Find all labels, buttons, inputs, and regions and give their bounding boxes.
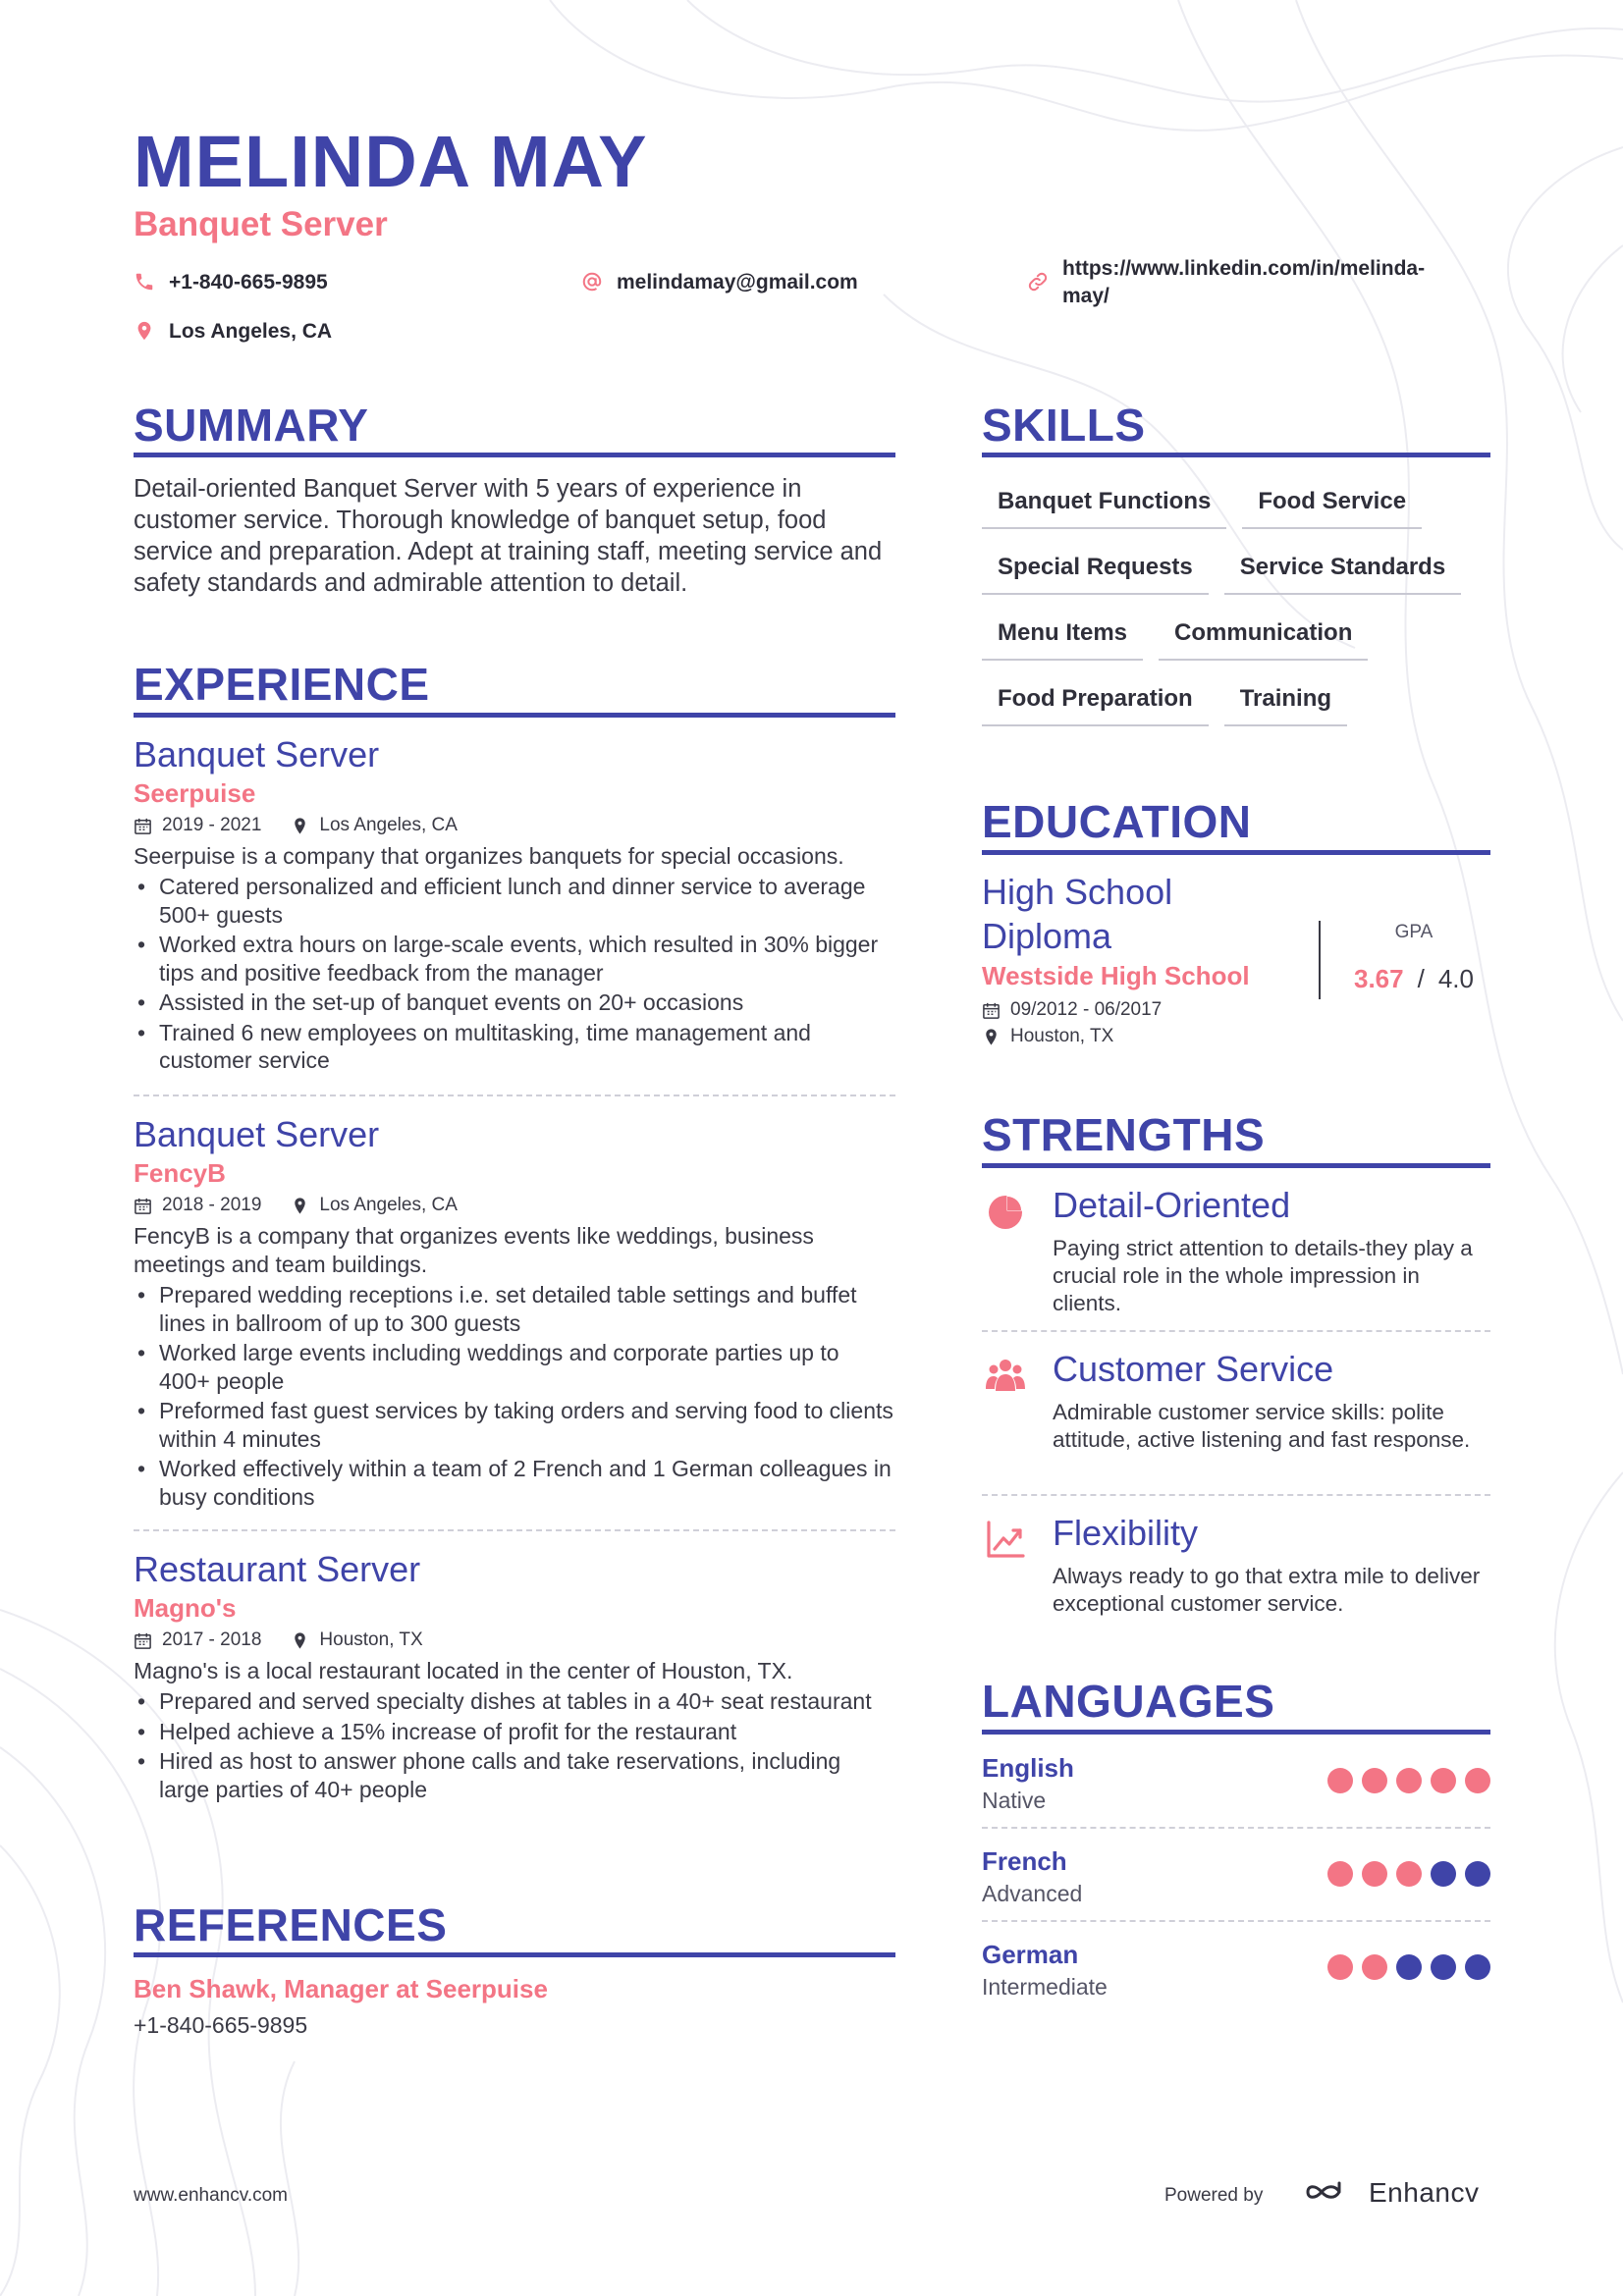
rating-dot-filled <box>1327 1954 1353 1980</box>
job-entry <box>134 1114 895 1513</box>
skills-rule <box>982 453 1490 457</box>
job-meta <box>134 1628 895 1653</box>
languages-rule <box>982 1730 1490 1735</box>
education-dates-row <box>982 997 1162 1023</box>
skill-tag: Banquet Functions <box>982 479 1226 529</box>
job-location: Houston, TX <box>319 1629 423 1650</box>
gpa-score: 3.67 <box>1354 964 1404 993</box>
strength-separator <box>982 1494 1490 1496</box>
job-company: Magno's <box>134 1593 237 1623</box>
job-bullets <box>134 1281 895 1511</box>
gpa-slash: / <box>1417 964 1425 993</box>
location-pin-icon <box>134 320 155 342</box>
calendar-icon <box>982 1001 1001 1020</box>
job-location: Los Angeles, CA <box>319 815 458 835</box>
strength-item <box>982 1348 1492 1485</box>
skill-tag: Communication <box>1159 611 1368 661</box>
rating-dot-filled <box>1327 1861 1353 1887</box>
rating-dot-empty <box>1465 1861 1490 1887</box>
rating-dot-empty <box>1431 1861 1456 1887</box>
experience-rule <box>134 713 895 718</box>
strength-title: Detail-Oriented <box>1053 1185 1291 1225</box>
job-description: Seerpuise is a company that organizes banquets for special occasions. <box>134 843 844 869</box>
summary-text: Detail-oriented Banquet Server with 5 years of experience in customer service. Thorough knowledge of banquet setup, food service and preparation. Adept at training staff, meeting service and safety standards and admirable attention to detail. <box>134 475 883 597</box>
location-pin-icon <box>291 817 309 835</box>
language-name: English <box>982 1753 1074 1783</box>
calendar-icon <box>134 1197 152 1215</box>
job-bullet: • Helped achieve a 15% increase of profit for the restaurant <box>134 1718 895 1746</box>
job-bullet: • Prepared wedding receptions i.e. set detailed table settings and buffet lines in ballroom of up to 300 guests <box>134 1281 895 1337</box>
skill-tag: Training <box>1224 676 1347 726</box>
rating-dot-filled <box>1465 1768 1490 1793</box>
rating-dot-filled <box>1362 1861 1387 1887</box>
location-pin-icon <box>291 1631 309 1650</box>
job-bullet: • Preformed fast guest services by taking orders and serving food to clients within 4 minutes <box>134 1397 895 1453</box>
education-dates: 09/2012 - 06/2017 <box>1010 999 1163 1020</box>
job-meta <box>134 1193 895 1218</box>
rating-dot-filled <box>1396 1861 1422 1887</box>
language-item <box>982 1752 1490 1821</box>
job-company: FencyB <box>134 1158 226 1188</box>
strength-title: Flexibility <box>1053 1513 1199 1553</box>
job-entry <box>134 734 895 1077</box>
linkedin-text: https://www.linkedin.com/in/melinda-may/ <box>1062 257 1426 307</box>
phone-icon <box>134 271 155 293</box>
skill-row <box>982 545 1512 611</box>
references-rule <box>134 1952 895 1957</box>
language-level: Advanced <box>982 1881 1083 1906</box>
rating-dot-filled <box>1362 1768 1387 1793</box>
pie-chart-icon <box>986 1192 1025 1231</box>
skills-heading: SKILLS <box>982 400 1146 451</box>
strength-item <box>982 1512 1492 1629</box>
summary-heading: SUMMARY <box>134 400 369 451</box>
job-title: Banquet Server <box>134 1114 380 1154</box>
language-separator <box>982 1920 1490 1922</box>
job-bullet: • Worked extra hours on large-scale events, which resulted in 30% bigger tips and positive feedback from the manager <box>134 931 895 987</box>
gpa-max: 4.0 <box>1437 964 1474 993</box>
education-rule <box>982 850 1490 855</box>
calendar-icon <box>134 1631 152 1650</box>
rating-dot-filled <box>1327 1768 1353 1793</box>
email-text: melindamay@gmail.com <box>617 271 858 294</box>
strengths-rule <box>982 1163 1490 1168</box>
language-item <box>982 1845 1490 1914</box>
reference-phone[interactable]: +1-840-665-9895 <box>134 2012 308 2038</box>
job-bullets <box>134 873 895 1075</box>
languages-heading: LANGUAGES <box>982 1676 1275 1727</box>
skill-row <box>982 611 1512 676</box>
language-level: Native <box>982 1788 1047 1813</box>
rating-dot-filled <box>1431 1768 1456 1793</box>
job-company: Seerpuise <box>134 778 256 808</box>
job-meta <box>134 813 895 838</box>
rating-dot-empty <box>1396 1954 1422 1980</box>
contact-location <box>134 318 332 346</box>
skill-tag: Service Standards <box>1224 545 1461 595</box>
education-school: Westside High School <box>982 961 1250 990</box>
education-location-row <box>982 1024 1113 1049</box>
skill-row <box>982 479 1512 545</box>
candidate-title: Banquet Server <box>134 205 388 243</box>
job-bullet: • Worked effectively within a team of 2 French and 1 German colleagues in busy conditions <box>134 1455 895 1511</box>
skills-list <box>982 479 1512 742</box>
strength-item <box>982 1184 1492 1321</box>
contact-linkedin[interactable] <box>1027 255 1439 310</box>
reference-name: Ben Shawk, Manager at Seerpuise <box>134 1974 548 2003</box>
rating-dot-empty <box>1431 1954 1456 1980</box>
trend-chart-icon <box>986 1520 1025 1559</box>
language-separator <box>982 1827 1490 1829</box>
enhancv-logo-icon <box>1302 2175 1345 2209</box>
job-entry <box>134 1549 895 1805</box>
language-item <box>982 1939 1490 2007</box>
link-icon <box>1027 271 1049 293</box>
strength-description: Paying strict attention to details-they play a crucial role in the whole impression in clients. <box>1053 1236 1473 1315</box>
rating-dot-empty <box>1465 1954 1490 1980</box>
language-name: German <box>982 1940 1079 1969</box>
at-icon <box>581 271 603 293</box>
location-pin-icon <box>982 1028 1001 1046</box>
language-rating <box>1319 1861 1490 1887</box>
location-pin-icon <box>291 1197 309 1215</box>
people-icon <box>986 1356 1025 1395</box>
job-dates: 2017 - 2018 <box>162 1629 262 1650</box>
job-bullet: • Worked large events including weddings and corporate parties up to 400+ people <box>134 1339 895 1395</box>
footer-site-link[interactable]: www.enhancv.com <box>134 2185 288 2206</box>
footer-brand: Enhancv <box>1369 2177 1480 2208</box>
strength-description: Admirable customer service skills: polite attitude, active listening and fast response. <box>1053 1400 1471 1452</box>
references-heading: REFERENCES <box>134 1899 448 1950</box>
job-bullet: • Prepared and served specialty dishes at tables in a 40+ seat restaurant <box>134 1687 895 1716</box>
language-rating <box>1319 1954 1490 1980</box>
rating-dot-filled <box>1362 1954 1387 1980</box>
job-dates: 2019 - 2021 <box>162 815 262 835</box>
gpa-divider <box>1319 921 1321 999</box>
gpa-label: GPA <box>1394 922 1434 942</box>
skill-tag: Food Service <box>1242 479 1422 529</box>
job-separator <box>134 1095 895 1096</box>
location-text: Los Angeles, CA <box>169 320 333 343</box>
contact-email[interactable] <box>581 269 858 296</box>
strengths-heading: STRENGTHS <box>982 1109 1266 1160</box>
summary-rule <box>134 453 895 457</box>
strength-title: Customer Service <box>1053 1349 1334 1389</box>
education-degree: High School Diploma <box>982 872 1173 956</box>
education-location: Houston, TX <box>1010 1026 1114 1046</box>
job-bullet: • Catered personalized and efficient lunch and dinner service to average 500+ guests <box>134 873 895 929</box>
candidate-name: MELINDA MAY <box>134 121 648 202</box>
language-name: French <box>982 1846 1067 1876</box>
skill-tag: Menu Items <box>982 611 1143 661</box>
calendar-icon <box>134 817 152 835</box>
phone-text: +1-840-665-9895 <box>169 271 328 294</box>
job-bullet: • Assisted in the set-up of banquet events on 20+ occasions <box>134 988 895 1017</box>
footer-powered-by: Powered by <box>1164 2185 1264 2206</box>
language-level: Intermediate <box>982 1974 1108 2000</box>
skill-tag: Food Preparation <box>982 676 1209 726</box>
rating-dot-filled <box>1396 1768 1422 1793</box>
job-bullet: • Hired as host to answer phone calls and take reservations, including large parties of 40+ people <box>134 1747 895 1803</box>
strength-separator <box>982 1330 1490 1332</box>
job-description: Magno's is a local restaurant located in the center of Houston, TX. <box>134 1658 793 1683</box>
job-description: FencyB is a company that organizes events like weddings, business meetings and team buildings. <box>134 1223 814 1277</box>
gpa-value <box>1345 962 1483 995</box>
education-heading: EDUCATION <box>982 796 1252 847</box>
job-bullet: • Trained 6 new employees on multitasking, time management and customer service <box>134 1019 895 1075</box>
language-rating <box>1319 1768 1490 1793</box>
experience-heading: EXPERIENCE <box>134 659 430 710</box>
job-title: Banquet Server <box>134 734 380 774</box>
skill-tag: Special Requests <box>982 545 1209 595</box>
skill-row <box>982 676 1512 742</box>
job-bullets <box>134 1687 895 1803</box>
job-separator <box>134 1529 895 1531</box>
contact-phone[interactable] <box>134 269 328 296</box>
job-location: Los Angeles, CA <box>319 1195 458 1215</box>
job-title: Restaurant Server <box>134 1549 421 1589</box>
strength-description: Always ready to go that extra mile to deliver exceptional customer service. <box>1053 1564 1481 1616</box>
job-dates: 2018 - 2019 <box>162 1195 262 1215</box>
